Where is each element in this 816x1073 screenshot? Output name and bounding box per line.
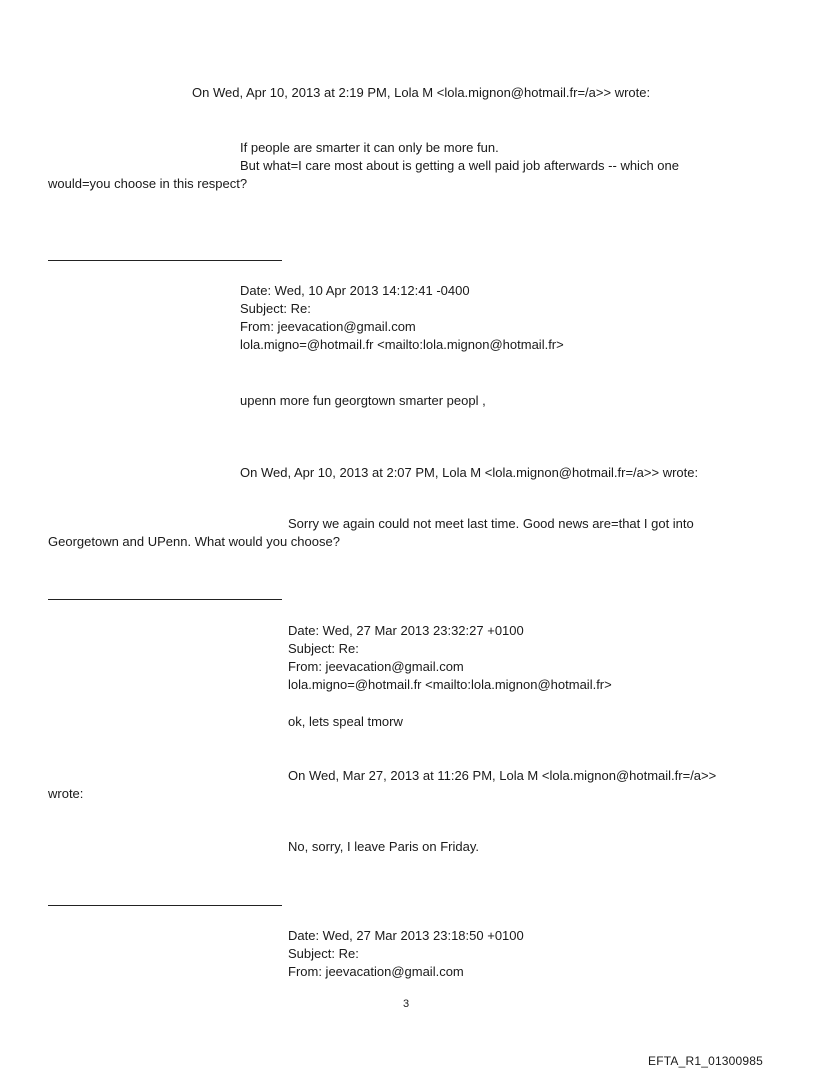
quoted-body-line: No, sorry, I leave Paris on Friday. — [288, 839, 479, 854]
quoted-header-mar27-1126: On Wed, Mar 27, 2013 at 11:26 PM, Lola M <lola.mignon@hotmail.fr=/a>> — [288, 768, 717, 783]
email-date: Date: Wed, 27 Mar 2013 23:18:50 +0100 — [288, 928, 524, 943]
separator-rule — [48, 905, 282, 906]
quoted-header-apr10-207: On Wed, Apr 10, 2013 at 2:07 PM, Lola M <lola.mignon@hotmail.fr=/a>> wrote: — [240, 465, 699, 480]
quoted-header-wrap: wrote: — [48, 786, 84, 801]
quoted-header-apr10-219: On Wed, Apr 10, 2013 at 2:19 PM, Lola M <lola.mignon@hotmail.fr=/a>> wrote: — [192, 85, 651, 100]
email-from: From: jeevacation@gmail.com — [240, 319, 416, 334]
quoted-body-line: If people are smarter it can only be more fun. — [240, 140, 499, 155]
email-subject: Subject: Re: — [240, 301, 311, 316]
quoted-body-line: would=you choose in this respect? — [48, 176, 248, 191]
email-body: ok, lets speal tmorw — [288, 714, 403, 729]
separator-rule — [48, 599, 282, 600]
email-from: From: jeevacation@gmail.com — [288, 964, 464, 979]
email-to: lola.migno=@hotmail.fr <mailto:lola.mignon@hotmail.fr> — [240, 337, 564, 352]
email-subject: Subject: Re: — [288, 641, 359, 656]
page-number: 3 — [403, 998, 410, 1010]
email-body: upenn more fun georgtown smarter peopl , — [240, 393, 486, 408]
email-from: From: jeevacation@gmail.com — [288, 659, 464, 674]
quoted-body-line: Georgetown and UPenn. What would you choose? — [48, 534, 340, 549]
email-date: Date: Wed, 27 Mar 2013 23:32:27 +0100 — [288, 623, 524, 638]
email-subject: Subject: Re: — [288, 946, 359, 961]
quoted-body-line: But what=I care most about is getting a well paid job afterwards -- which one — [240, 158, 679, 173]
email-to: lola.migno=@hotmail.fr <mailto:lola.mignon@hotmail.fr> — [288, 677, 612, 692]
document-id: EFTA_R1_01300985 — [648, 1054, 764, 1068]
quoted-body-line: Sorry we again could not meet last time. Good news are=that I got into — [288, 516, 694, 531]
email-date: Date: Wed, 10 Apr 2013 14:12:41 -0400 — [240, 283, 470, 298]
separator-rule — [48, 260, 282, 261]
